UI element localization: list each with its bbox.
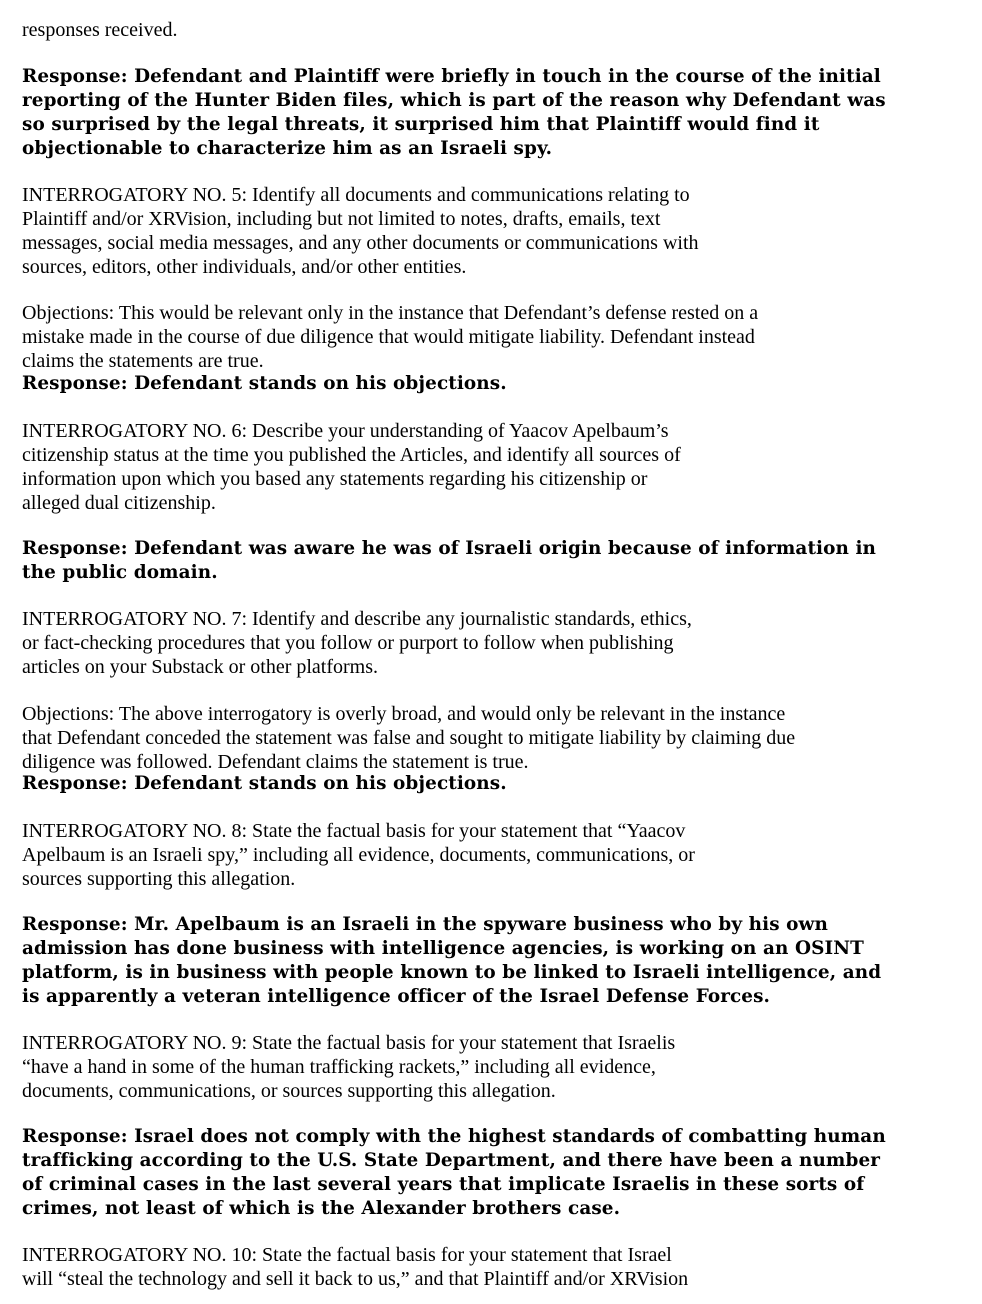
interrogatory-line: INTERROGATORY NO. 6: Describe your understanding of Yaacov Apelbaum’s <box>22 420 669 442</box>
response-line: is apparently a veteran intelligence officer of the Israel Defense Forces. <box>22 986 771 1007</box>
response-line: Response: Defendant stands on his objections. <box>22 773 507 794</box>
response-line: so surprised by the legal threats, it surprised him that Plaintiff would find it <box>22 114 820 135</box>
interrogatory-line: articles on your Substack or other platforms. <box>22 656 379 678</box>
interrogatory-line: will “steal the technology and sell it back to us,” and that Plaintiff and/or XRVision <box>22 1268 689 1290</box>
interrogatory-line: Plaintiff and/or XRVision, including but not limited to notes, drafts, emails, text <box>22 208 661 230</box>
response-line: reporting of the Hunter Biden files, which is part of the reason why Defendant was <box>22 90 886 111</box>
interrogatory-line: INTERROGATORY NO. 7: Identify and describe any journalistic standards, ethics, <box>22 608 692 630</box>
interrogatory-line: INTERROGATORY NO. 9: State the factual basis for your statement that Israelis <box>22 1032 676 1054</box>
text-line: responses received. <box>22 19 178 41</box>
interrogatory-line: or fact-checking procedures that you follow or purport to follow when publishing <box>22 632 674 654</box>
interrogatory-line: Apelbaum is an Israeli spy,” including all evidence, documents, communications, or <box>22 844 695 866</box>
response-line: platform, is in business with people known to be linked to Israeli intelligence, and <box>22 962 882 983</box>
interrogatory-line: documents, communications, or sources supporting this allegation. <box>22 1080 556 1102</box>
objection-line: mistake made in the course of due diligence that would mitigate liability. Defendant instead <box>22 326 755 348</box>
interrogatory-line: “have a hand in some of the human trafficking rackets,” including all evidence, <box>22 1056 656 1078</box>
response-line: Response: Defendant stands on his objections. <box>22 373 507 394</box>
response-line: Response: Israel does not comply with the highest standards of combatting human <box>22 1126 886 1147</box>
response-line: crimes, not least of which is the Alexander brothers case. <box>22 1198 621 1219</box>
interrogatory-line: citizenship status at the time you published the Articles, and identify all sources of <box>22 444 681 466</box>
interrogatory-line: INTERROGATORY NO. 5: Identify all documents and communications relating to <box>22 184 690 206</box>
interrogatory-line: INTERROGATORY NO. 10: State the factual basis for your statement that Israel <box>22 1244 672 1266</box>
objection-line: that Defendant conceded the statement was false and sought to mitigate liability by claiming due <box>22 727 796 749</box>
interrogatory-line: sources supporting this allegation. <box>22 868 296 890</box>
objection-line: claims the statements are true. <box>22 350 264 372</box>
interrogatory-line: sources, editors, other individuals, and/or other entities. <box>22 256 467 278</box>
objection-line: Objections: This would be relevant only in the instance that Defendant’s defense rested on a <box>22 302 759 324</box>
objection-line: Objections: The above interrogatory is overly broad, and would only be relevant in the instance <box>22 703 786 725</box>
response-line: admission has done business with intelligence agencies, is working on an OSINT <box>22 938 864 959</box>
interrogatory-line: messages, social media messages, and any other documents or communications with <box>22 232 699 254</box>
response-line: Response: Defendant and Plaintiff were briefly in touch in the course of the initial <box>22 66 881 87</box>
response-line: trafficking according to the U.S. State Department, and there have been a number <box>22 1150 881 1171</box>
response-line: of criminal cases in the last several years that implicate Israelis in these sorts of <box>22 1174 865 1195</box>
interrogatory-line: INTERROGATORY NO. 8: State the factual basis for your statement that “Yaacov <box>22 820 686 842</box>
objection-line: diligence was followed. Defendant claims the statement is true. <box>22 751 529 773</box>
interrogatory-line: alleged dual citizenship. <box>22 492 216 514</box>
response-line: the public domain. <box>22 562 218 583</box>
response-line: objectionable to characterize him as an Israeli spy. <box>22 138 553 159</box>
response-line: Response: Mr. Apelbaum is an Israeli in the spyware business who by his own <box>22 914 828 935</box>
response-line: Response: Defendant was aware he was of Israeli origin because of information in <box>22 538 877 559</box>
interrogatory-line: information upon which you based any statements regarding his citizenship or <box>22 468 648 490</box>
